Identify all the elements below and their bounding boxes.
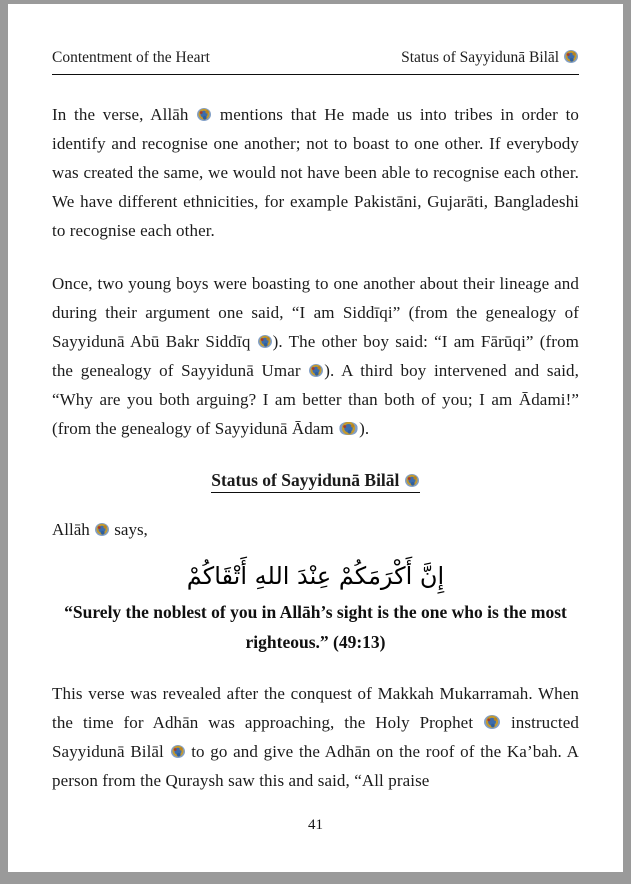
honorific-radiallahu-anhu-icon [564,50,578,63]
honorific-jalla-jalaluhu-icon [95,523,109,536]
paragraph-two-boys: Once, two young boys were boasting to one another about their lineage and during their argument one said, “I am Siddīqi” (from the genealogy of Sayyidunā Abū Bakr Siddīq ). The other boy said: “I am Fārūqi” (from the genealogy of Sayyidunā Umar ). A third boy intervened and said, “Why are you both arguing? I am better than both of you; I am Ādami!” (from the genealogy of Sayyidunā Ādam ). [52,274,579,438]
running-header [52,4,579,67]
honorific-alayhis-salam-icon [339,422,358,435]
honorific-jalla-jalaluhu-icon [197,108,211,121]
book-page [8,4,623,872]
honorific-radiallahu-anhu-icon [258,335,272,348]
paragraph-tribes: In the verse, Allāh mentions that He made us into tribes in order to identify and recognise one another; not to boast to one other. If everybody was created the same, we would not have been able to recognise each other. We have different ethnicities, for example Pakistāni, Gujarāti, Bangladeshi to recognise each other. [52,105,579,240]
header-chapter-title: Status of Sayyidunā Bilāl [401,49,579,67]
allah-says-line: Allāh says, [52,520,148,539]
honorific-radiallahu-anhu-icon [405,474,419,487]
section-heading [52,470,579,493]
page-number: 41 [308,817,323,833]
honorific-radiallahu-anhu-icon [171,745,185,758]
header-rule [52,74,579,75]
header-book-title: Contentment of the Heart [52,49,210,66]
section-heading-text: Status of Sayyidunā Bilāl [211,470,420,493]
honorific-radiallahu-anhu-icon [309,364,323,377]
paragraph-adhan: This verse was revealed after the conquest of Makkah Mukarramah. When the time for Adhān was approaching, the Holy Prophet instructed Sayyidunā Bilāl to go and give the Adhān on the roof of the Ka’bah. A person from the Quraysh saw this and said, “All praise [52,684,579,790]
verse-translation: “Surely the noblest of you in Allāh’s sight is the one who is the most righteous.” (49:13) [64,602,567,652]
arabic-verse: إِنَّ أَكْرَمَكُمْ عِنْدَ اللهِ أَتْقَاكُمْ [186,562,445,590]
honorific-sallallahu-alayhi-wasallam-icon [484,715,500,729]
